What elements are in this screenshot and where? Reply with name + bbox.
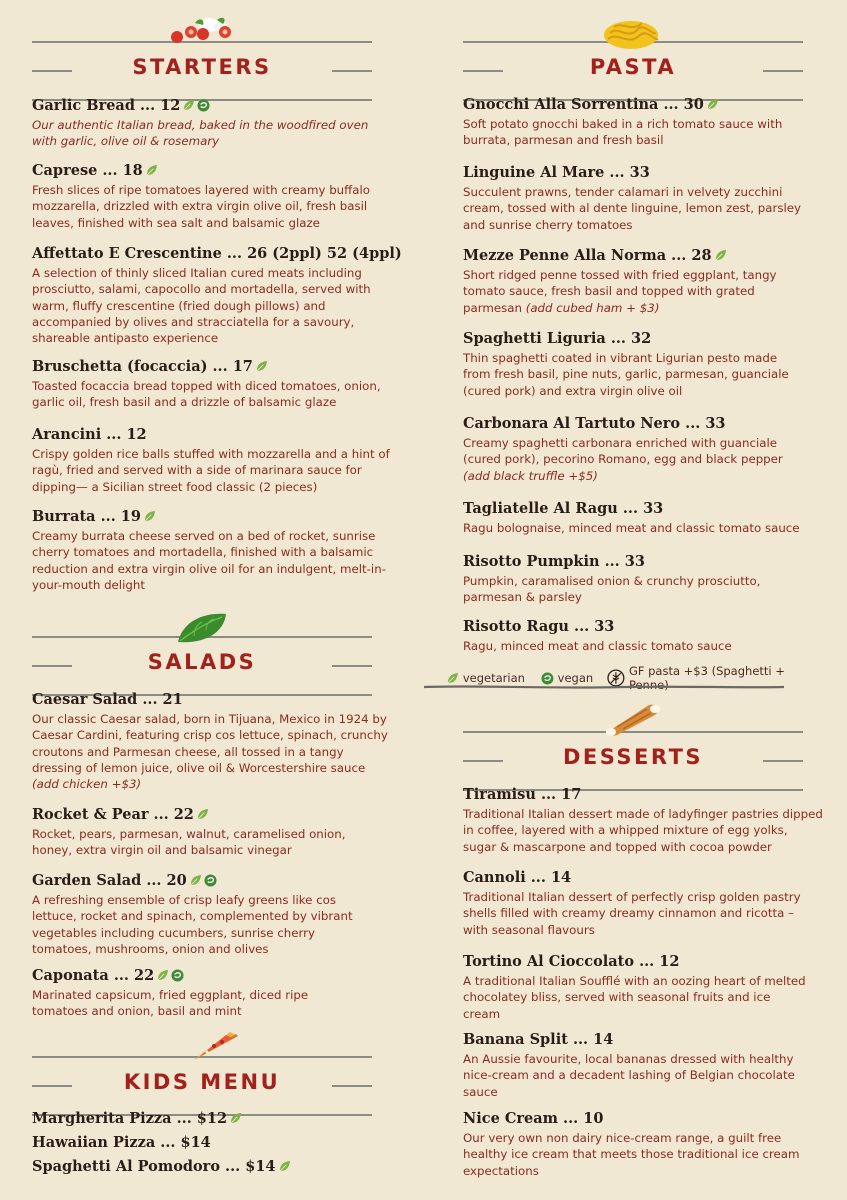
- menu-item: [463, 618, 808, 654]
- cannoli-icon: [603, 701, 665, 737]
- vegan-icon: [171, 969, 184, 982]
- vegetarian-leaf-icon: [255, 360, 268, 373]
- item-name: Cannoli ... 14: [463, 869, 572, 886]
- menu-item: [463, 415, 808, 484]
- vegetarian-leaf-icon: [156, 969, 169, 982]
- item-description-text: Our classic Caesar salad, born in Tijuana, Mexico in 1924 by Caesar Cardini, featuring crisp cos lettuce, spinach, crunchy croutons and Parmesan cheese, all tossed in a tangy dressing of lemon juice, olive oil & Worcestershire sauce: [32, 712, 388, 775]
- vegan-icon: [541, 672, 554, 685]
- vegetarian-leaf-icon: [196, 808, 209, 821]
- item-description: Succulent prawns, tender calamari in velvety zucchini cream, tossed with al dente linguine, lemon zest, parsley and sunrise cherry tomatoes: [463, 185, 802, 232]
- vegetarian-leaf-icon: [145, 164, 158, 177]
- vegetarian-leaf-icon: [229, 1112, 242, 1125]
- kids-menu-header: [32, 1056, 372, 1116]
- item-description: A traditional Italian Soufflé with an oozing heart of melted chocolatey bliss, served with seasonal fruits and ice cream: [463, 974, 806, 1021]
- item-name: Banana Split ... 14: [463, 1031, 614, 1048]
- item-name: Risotto Ragu ... 33: [463, 618, 615, 635]
- item-name: Margherita Pizza ... $12: [32, 1110, 228, 1127]
- item-name: Bruschetta (focaccia) ... 17: [32, 358, 253, 375]
- desserts-header: [463, 731, 803, 791]
- item-name: Rocket & Pear ... 22: [32, 806, 194, 823]
- salads-header: [32, 636, 372, 696]
- vegetarian-leaf-icon: [143, 510, 156, 523]
- menu-item: [32, 358, 392, 411]
- item-description: [463, 267, 808, 316]
- item-description: Marinated capsicum, fried eggplant, diced ripe tomatoes and onion, basil and mint: [32, 988, 309, 1019]
- item-description-text: Creamy spaghetti carbonara enriched with guanciale (cured pork), pecorino Romano, egg and black pepper: [463, 436, 783, 467]
- item-description: Traditional Italian dessert made of ladyfinger pastries dipped in coffee, layered with a whipped mixture of egg yolks, sugar & mascarpone and topped with cocoa powder: [463, 807, 823, 854]
- item-description: Crispy golden rice balls stuffed with mozzarella and a hint of ragù, fried and served with a side of marinara sauce for dipping— a Sicilian street food classic (2 pieces): [32, 447, 390, 494]
- vegan-icon: [197, 99, 210, 112]
- menu-item: [463, 953, 808, 1022]
- legend-vegan: vegan: [557, 671, 594, 685]
- item-name: Gnocchi Alla Sorrentina ... 30: [463, 96, 704, 113]
- item-description: [463, 435, 808, 484]
- menu-item: [32, 97, 392, 150]
- section-title: PASTA: [589, 55, 677, 79]
- vegetarian-leaf-icon: [714, 249, 727, 262]
- legend-vegetarian: vegetarian: [462, 671, 525, 685]
- menu-item: [463, 500, 823, 536]
- item-description: Our authentic Italian bread, baked in the woodfired oven with garlic, olive oil & rosemary: [32, 118, 369, 149]
- menu-item: [32, 508, 392, 593]
- vegetarian-leaf-icon: [706, 98, 719, 111]
- section-title: KIDS MENU: [123, 1070, 281, 1094]
- brush-divider: [424, 685, 784, 689]
- item-description: Ragu, minced meat and classic tomato sauce: [463, 639, 732, 653]
- item-description: Soft potato gnocchi baked in a rich tomato sauce with burrata, parmesan and fresh basil: [463, 117, 783, 148]
- item-name: Spaghetti Liguria ... 32: [463, 330, 652, 347]
- menu-item: [32, 1110, 242, 1127]
- item-name: Nice Cream ... 10: [463, 1110, 604, 1127]
- menu-item: [32, 1134, 211, 1151]
- menu-item: [463, 869, 808, 938]
- item-name: Arancini ... 12: [32, 426, 147, 443]
- item-description: Fresh slices of ripe tomatoes layered with creamy buffalo mozzarella, drizzled with extra virgin olive oil, fresh basil leaves, finished with sea salt and balsamic glaze: [32, 183, 371, 230]
- menu-item: [463, 786, 823, 855]
- pizza-slice-icon: [192, 1032, 242, 1062]
- item-name: Tortino Al Cioccolato ... 12: [463, 953, 680, 970]
- item-description: An Aussie favourite, local bananas dressed with healthy nice-cream and a decadent lashing of Belgian chocolate sauce: [463, 1052, 795, 1099]
- menu-item: [32, 245, 402, 346]
- menu-item: [463, 1110, 808, 1179]
- item-description: A refreshing ensemble of crisp leafy greens like cos lettuce, rocket and spinach, complemented by vibrant vegetables including cucumbers, sunrise cherry tomatoes, mushrooms, onion and olives: [32, 893, 353, 956]
- item-description: A selection of thinly sliced Italian cured meats including prosciutto, salami, capocollo and mortadella, served with warm, fluffy crescentine (fried dough pillows) and accompanied by olives and stracciatella for a savoury, shareable antipasto experience: [32, 266, 371, 346]
- vegetarian-leaf-icon: [182, 99, 195, 112]
- item-description: Ragu bolognaise, minced meat and classic tomato sauce: [463, 521, 800, 535]
- spinach-leaf-icon: [172, 610, 232, 644]
- item-name: Caponata ... 22: [32, 967, 155, 984]
- section-title: DESSERTS: [562, 745, 704, 769]
- item-name: Mezze Penne Alla Norma ... 28: [463, 247, 712, 264]
- item-name: Carbonara Al Tartuto Nero ... 33: [463, 415, 726, 432]
- dietary-legend: [446, 664, 826, 692]
- item-name: Hawaiian Pizza ... $14: [32, 1134, 211, 1151]
- legend-gf: GF pasta +$3 (Spaghetti + Penne): [628, 664, 785, 692]
- menu-item: [32, 426, 392, 495]
- starters-header: [32, 41, 372, 101]
- item-name: Spaghetti Al Pomodoro ... $14: [32, 1158, 276, 1175]
- item-description: Pumpkin, caramalised onion & crunchy prosciutto, parmesan & parsley: [463, 574, 761, 605]
- item-name: Caesar Salad ... 21: [32, 691, 183, 708]
- vegetarian-leaf-icon: [189, 874, 202, 887]
- menu-item: [32, 691, 397, 792]
- menu-item: [32, 967, 337, 1020]
- menu-item: [32, 806, 377, 859]
- item-description: Our very own non dairy nice-cream range, a guilt free healthy ice cream that meets those traditional ice cream expectations: [463, 1131, 800, 1178]
- pasta-icon: [598, 19, 664, 53]
- item-description: Traditional Italian dessert of perfectly crisp golden pastry shells filled with creamy dreamy cinnamon and ricotta – with seasonal flavours: [463, 890, 801, 937]
- tomato-basil-icon: [167, 15, 239, 47]
- item-note: (add chicken +$3): [32, 777, 142, 792]
- menu-item: [463, 247, 808, 316]
- item-description: [32, 711, 397, 792]
- item-name: Affettato E Crescentine ... 26 (2ppl) 52 (4ppl): [32, 245, 402, 262]
- vegan-icon: [204, 874, 217, 887]
- menu-item: [463, 96, 813, 149]
- vegetarian-leaf-icon: [446, 672, 459, 685]
- item-note: (add black truffle +$5): [463, 468, 598, 483]
- menu-item: [32, 872, 372, 957]
- item-name: Tiramisu ... 17: [463, 786, 582, 803]
- menu-item: [463, 164, 808, 233]
- pasta-header: [463, 41, 803, 101]
- item-name: Garden Salad ... 20: [32, 872, 187, 889]
- item-description: Thin spaghetti coated in vibrant Ligurian pesto made from fresh basil, pine nuts, garlic, parmesan, guanciale (cured pork) and extra virgin olive oil: [463, 351, 789, 398]
- item-note: (add cubed ham + $3): [525, 300, 660, 315]
- item-description: Creamy burrata cheese served on a bed of rocket, sunrise cherry tomatoes and mortadella, finished with a balsamic reduction and extra virgin olive oil for an indulgent, melt-in-your-mouth delight: [32, 529, 386, 592]
- menu-item: [32, 162, 387, 231]
- item-name: Linguine Al Mare ... 33: [463, 164, 650, 181]
- menu-item: [463, 330, 808, 399]
- item-description: Rocket, pears, parmesan, walnut, caramelised onion, honey, extra virgin oil and balsamic vinegar: [32, 827, 346, 858]
- section-title: SALADS: [147, 650, 257, 674]
- section-title: STARTERS: [132, 55, 272, 79]
- item-description: Toasted focaccia bread topped with diced tomatoes, onion, garlic oil, fresh basil and a drizzle of balsamic glaze: [32, 379, 381, 410]
- item-name: Caprese ... 18: [32, 162, 143, 179]
- item-name: Garlic Bread ... 12: [32, 97, 181, 114]
- item-description-text: Short ridged penne tossed with fried eggplant, tangy tomato sauce, fresh basil and topped with grated parmesan: [463, 268, 777, 315]
- item-name: Burrata ... 19: [32, 508, 141, 525]
- item-name: Tagliatelle Al Ragu ... 33: [463, 500, 664, 517]
- menu-item: [463, 553, 808, 606]
- vegetarian-leaf-icon: [278, 1160, 291, 1173]
- menu-item: [463, 1031, 808, 1100]
- item-name: Risotto Pumpkin ... 33: [463, 553, 645, 570]
- menu-item: [32, 1158, 291, 1175]
